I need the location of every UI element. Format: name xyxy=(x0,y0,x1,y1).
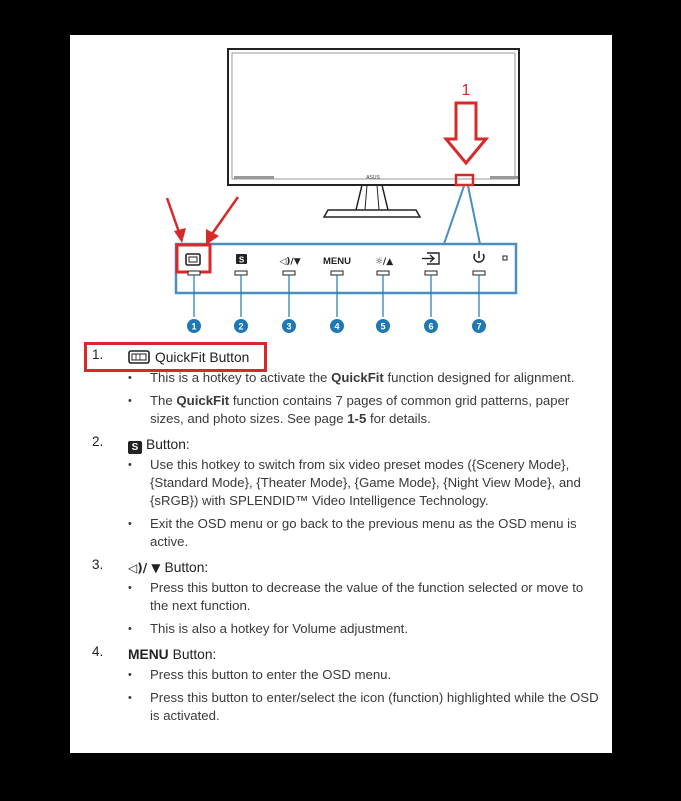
monitor-brand-logo: ASUS xyxy=(366,175,380,181)
badge-number: 4 xyxy=(334,321,340,332)
item-number: 1. xyxy=(92,347,104,362)
menu-label: MENU xyxy=(128,647,169,662)
item-bullets xyxy=(128,579,612,638)
badge-number: 5 xyxy=(380,321,386,332)
panel-quickfit-icon xyxy=(186,254,200,265)
list-item-quickfit xyxy=(70,347,612,428)
splendid-s-icon: S xyxy=(128,441,142,454)
callout-number: 1 xyxy=(461,82,471,99)
list-item: • Exit the OSD menu or go back to the previous menu as the OSD menu is active. xyxy=(150,515,612,551)
item-bullets xyxy=(128,456,612,551)
item-label: Button: xyxy=(172,647,217,662)
svg-text:S: S xyxy=(238,255,245,265)
quickfit-icon xyxy=(128,350,150,364)
badge-number: 3 xyxy=(286,321,292,332)
item-label: Button: xyxy=(164,560,209,575)
list-item: • Press this button to decrease the value of the function selected or move to the next function. xyxy=(150,579,612,615)
panel-brightness-up-label: ☼/▲ xyxy=(374,257,394,267)
list-item: • Use this hotkey to switch from six video preset modes ({Scenery Mode}, {Standard Mode}, {Theater Mode}, {Game Mode}, {Night View Mode}, and {sRGB}) with SPLENDID™ Video Intelligence Technology. xyxy=(150,456,612,510)
item-number: 3. xyxy=(92,557,104,572)
item-number: 4. xyxy=(92,644,104,659)
list-item-menu xyxy=(70,644,612,725)
list-item: • This is also a hotkey for Volume adjustment. xyxy=(150,620,612,638)
panel-input-icon xyxy=(422,253,439,264)
monitor-quickfit-highlight xyxy=(456,175,473,185)
item-bullets xyxy=(128,666,612,725)
item-bullets xyxy=(128,369,612,428)
power-led-indicator xyxy=(503,256,507,260)
button-panel xyxy=(176,244,516,293)
list-item-volume-down xyxy=(70,557,612,638)
panel-menu-label: MENU xyxy=(323,256,351,267)
button-descriptions xyxy=(70,347,612,731)
monitor-diagram xyxy=(70,35,612,340)
list-item: • Press this button to enter the OSD menu. xyxy=(150,666,612,684)
red-down-arrow-icon xyxy=(446,103,486,163)
list-item: • Press this button to enter/select the icon (function) highlighted while the OSD is activated. xyxy=(150,689,612,725)
item-heading xyxy=(128,557,612,579)
list-item-splendid xyxy=(70,434,612,551)
item-label: Button: xyxy=(146,437,190,452)
badge-number: 7 xyxy=(476,321,482,332)
list-item: • The QuickFit function contains 7 pages of common grid patterns, paper sizes, and photo sizes. See page 1-5 for details. xyxy=(150,392,612,428)
badge-number: 6 xyxy=(428,321,434,332)
manual-page xyxy=(70,35,612,753)
volume-down-icon: ◁)/ ▼ xyxy=(128,561,161,575)
red-pointer-arrow-icon xyxy=(206,197,238,245)
item-heading xyxy=(128,347,612,369)
badge-number: 1 xyxy=(191,321,197,332)
physical-buttons xyxy=(188,271,485,275)
item-heading xyxy=(128,644,612,666)
red-pointer-arrow-icon xyxy=(167,198,186,243)
item-number: 2. xyxy=(92,434,104,449)
item-heading xyxy=(128,434,612,456)
quickfit-button-highlight xyxy=(177,245,210,272)
panel-power-icon xyxy=(474,251,484,262)
item-label: QuickFit Button xyxy=(155,350,250,365)
panel-volume-down-label: ◁)/▼ xyxy=(279,257,301,267)
badge-number: 2 xyxy=(238,321,244,332)
list-item: • This is a hotkey to activate the QuickFit function designed for alignment. xyxy=(150,369,612,387)
